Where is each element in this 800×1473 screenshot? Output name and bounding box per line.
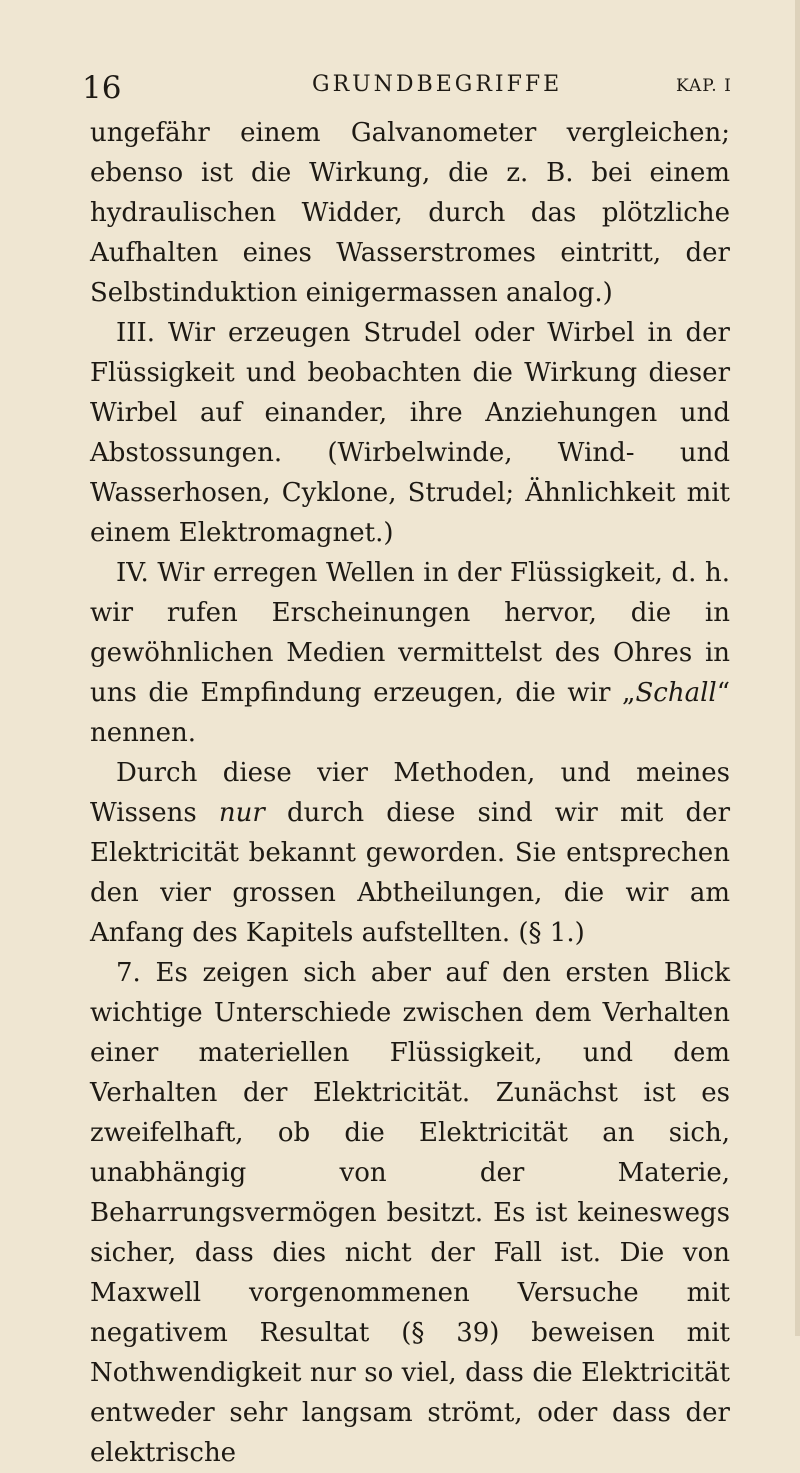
paragraph	[90, 953, 730, 1473]
paragraph-text: “ nennen.	[90, 678, 730, 748]
paragraph-text: Durch diese vier Methoden, und meines Wissens	[90, 758, 730, 828]
paragraph-text: III. Wir erzeugen Strudel oder Wirbel in der Flüssigkeit und beobachten die Wirkung dieser Wirbel auf einander, ihre Anziehungen und Abstossungen. (Wirbelwinde, Wind- und Wasserhosen, Cyklone, Strudel; Ähnlichkeit mit einem Elektromagnet.)	[90, 318, 730, 548]
page-edge	[795, 0, 800, 1336]
paragraph-text: 7. Es zeigen sich aber auf den ersten Blick wichtige Unterschiede zwischen dem Verhalten einer materiellen Flüssigkeit, und dem Verhalten der Elektricität. Zunächst ist es zweifelhaft, ob die Elektricität an sich, unabhängig von der Materie, Beharrungsvermögen besitzt. Es ist keineswegs sicher, dass dies nicht der Fall ist. Die von Maxwell vorgenommenen Versuche mit negativem Resultat (§ 39) beweisen mit Nothwendigkeit nur so viel, dass die Elektricität entweder sehr langsam strömt, oder dass der elektrische	[90, 958, 730, 1468]
paragraph	[90, 313, 730, 553]
paragraph-text: durch diese sind wir mit der Elektricität bekannt geworden. Sie entsprechen den vier grossen Abtheilungen, die wir am Anfang des Kapitels aufstellten. (§ 1.)	[90, 798, 730, 948]
body-text	[90, 113, 730, 1473]
chapter-label: KAP. I	[676, 76, 732, 96]
paragraph	[90, 553, 730, 753]
emphasis-text: Schall	[635, 678, 717, 708]
paragraph-text: ungefähr einem Galvanometer vergleichen; ebenso ist die Wirkung, die z. B. bei einem hydraulischen Widder, durch das plötzliche Aufhalten eines Wasserstromes eintritt, der Selbstinduktion einigermassen analog.)	[90, 118, 730, 308]
paragraph-text: IV. Wir erregen Wellen in der Flüssigkeit, d. h. wir rufen Erscheinungen hervor, die in gewöhnlichen Medien vermittelst des Ohres in uns die Empfindung erzeugen, die wir „	[90, 558, 730, 708]
emphasis-text: nur	[218, 798, 265, 828]
running-title: GRUNDBEGRIFFE	[312, 72, 563, 97]
paragraph	[90, 113, 730, 313]
page-header	[0, 70, 800, 110]
paragraph	[90, 753, 730, 953]
page-number: 16	[82, 70, 122, 106]
